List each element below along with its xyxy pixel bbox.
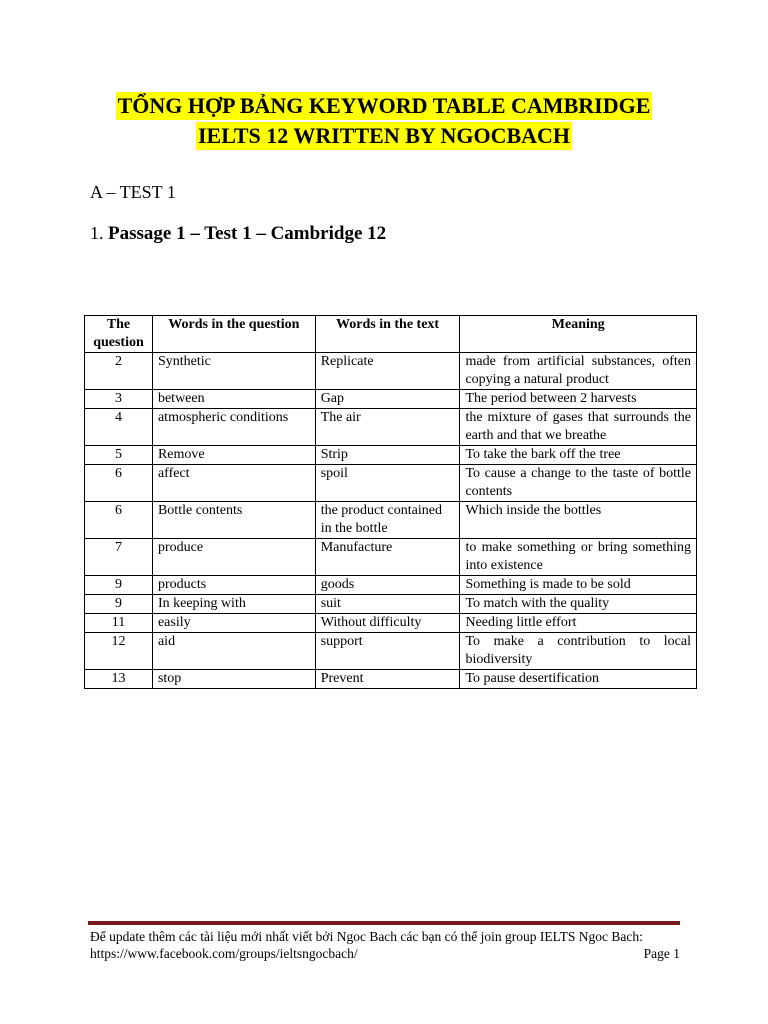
question-word-cell: aid [152, 633, 315, 670]
text-word-cell: The air [315, 409, 460, 446]
table-row [85, 614, 697, 633]
meaning-cell: To cause a change to the taste of bottle contents [460, 465, 697, 502]
text-word-cell: Strip [315, 446, 460, 465]
page-number: Page 1 [643, 946, 680, 961]
text-word-cell: the product contained in the bottle [315, 502, 460, 539]
table-row [85, 446, 697, 465]
meaning-cell: To take the bark off the tree [460, 446, 697, 465]
table-row [85, 670, 697, 689]
question-number-cell: 9 [85, 595, 153, 614]
meaning-cell: Which inside the bottles [460, 502, 697, 539]
question-number-cell: 13 [85, 670, 153, 689]
question-word-cell: atmospheric conditions [152, 409, 315, 446]
table-row [85, 465, 697, 502]
meaning-cell: The period between 2 harvests [460, 390, 697, 409]
meaning-cell: the mixture of gases that surrounds the earth and that we breathe [460, 409, 697, 446]
meaning-cell: made from artificial substances, often copying a natural product [460, 353, 697, 390]
meaning-cell: Something is made to be sold [460, 576, 697, 595]
question-word-cell: Bottle contents [152, 502, 315, 539]
footer-divider [88, 921, 680, 925]
table-row [85, 576, 697, 595]
text-word-cell: Gap [315, 390, 460, 409]
section-heading: A – TEST 1 [90, 182, 176, 202]
text-word-cell: Replicate [315, 353, 460, 390]
table-row [85, 502, 697, 539]
footer-url[interactable]: https://www.facebook.com/groups/ieltsngocbach/ [90, 946, 358, 961]
text-word-cell: Without difficulty [315, 614, 460, 633]
passage-label: Passage 1 – Test 1 – Cambridge 12 [108, 223, 387, 244]
header-words-text: Words in the text [315, 316, 460, 353]
question-number-cell: 7 [85, 539, 153, 576]
question-word-cell: products [152, 576, 315, 595]
question-number-cell: 6 [85, 465, 153, 502]
document-title [0, 92, 768, 150]
table-row [85, 353, 697, 390]
question-number-cell: 6 [85, 502, 153, 539]
table-row [85, 633, 697, 670]
footer-note: Để update thêm các tài liệu mới nhất viết bởi Ngoc Bach các bạn có thể join group IELTS Ngoc Bach: [90, 929, 643, 944]
question-number-cell: 3 [85, 390, 153, 409]
text-word-cell: support [315, 633, 460, 670]
header-meaning: Meaning [460, 316, 697, 353]
question-word-cell: stop [152, 670, 315, 689]
passage-heading [90, 223, 386, 245]
text-word-cell: goods [315, 576, 460, 595]
table-row [85, 409, 697, 446]
text-word-cell: suit [315, 595, 460, 614]
question-word-cell: Synthetic [152, 353, 315, 390]
question-word-cell: affect [152, 465, 315, 502]
meaning-cell: To pause desertification [460, 670, 697, 689]
table-header-row [85, 316, 697, 353]
table-row [85, 595, 697, 614]
text-word-cell: Prevent [315, 670, 460, 689]
question-number-cell: 9 [85, 576, 153, 595]
header-words-question: Words in the question [152, 316, 315, 353]
keyword-table [84, 315, 697, 689]
meaning-cell: To match with the quality [460, 595, 697, 614]
question-number-cell: 11 [85, 614, 153, 633]
table-row [85, 539, 697, 576]
question-word-cell: In keeping with [152, 595, 315, 614]
footer [90, 928, 680, 962]
passage-number: 1. [90, 223, 104, 243]
table-body [85, 353, 697, 689]
table-row [85, 390, 697, 409]
meaning-cell: Needing little effort [460, 614, 697, 633]
question-word-cell: produce [152, 539, 315, 576]
header-question: The question [85, 316, 153, 353]
text-word-cell: Manufacture [315, 539, 460, 576]
question-number-cell: 5 [85, 446, 153, 465]
title-line-1: TỔNG HỢP BẢNG KEYWORD TABLE CAMBRIDGE [117, 93, 651, 118]
question-word-cell: easily [152, 614, 315, 633]
question-word-cell: between [152, 390, 315, 409]
meaning-cell: To make a contribution to local biodiversity [460, 633, 697, 670]
question-number-cell: 4 [85, 409, 153, 446]
question-number-cell: 2 [85, 353, 153, 390]
question-number-cell: 12 [85, 633, 153, 670]
question-word-cell: Remove [152, 446, 315, 465]
meaning-cell: to make something or bring something into existence [460, 539, 697, 576]
text-word-cell: spoil [315, 465, 460, 502]
title-line-2: IELTS 12 WRITTEN BY NGOCBACH [197, 123, 571, 148]
